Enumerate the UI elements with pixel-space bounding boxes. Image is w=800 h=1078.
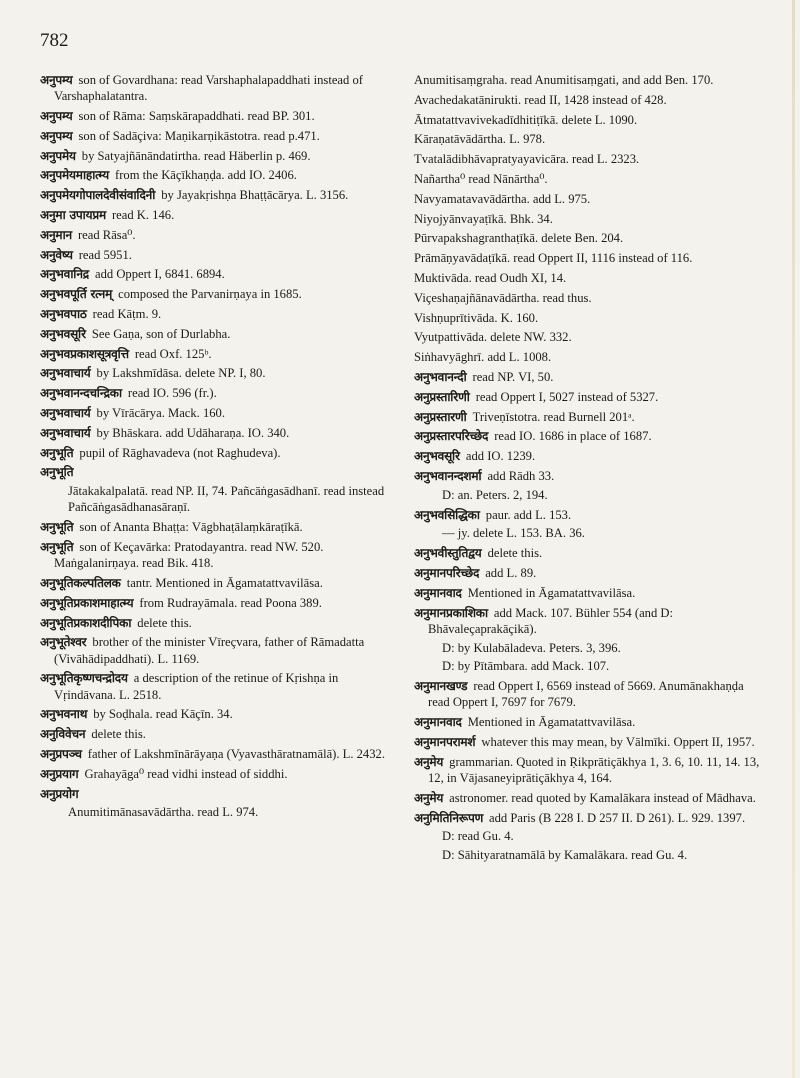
entry-headword: अनुमान <box>40 227 72 242</box>
entry-text: Prāmāṇyavādaṭīkā. read Oppert II, 1116 instead of 116. <box>414 251 693 266</box>
entry-text: Vishṇuprītivāda. K. 160. <box>414 310 539 325</box>
entry-headword: अनुपम्य <box>40 128 73 143</box>
catalog-entry <box>40 108 386 124</box>
entry-text: add Mack. 107. Bühler 554 (and D: Bhāvaleçaprakāçikā). <box>428 605 673 636</box>
left-column <box>40 72 386 824</box>
catalog-entry <box>414 658 760 674</box>
entry-text: read Oppert I, 6569 instead of 5669. Anumānakhaṇḍa read Oppert I, 7697 for 7679. <box>428 679 744 710</box>
entry-text: See Gaṇa, son of Durlabha. <box>91 326 231 341</box>
entry-text: read IO. 596 (fr.). <box>127 386 217 401</box>
entry-text: Navyamatavavādārtha. add L. 975. <box>414 191 591 206</box>
catalog-entry <box>40 483 386 515</box>
catalog-entry <box>40 346 386 362</box>
catalog-entry <box>40 575 386 591</box>
entry-text: son of Govardhana: read Varshaphalapaddhati instead of Varshaphalatantra. <box>54 73 363 104</box>
entry-headword: अनुभूति <box>40 520 74 535</box>
catalog-entry <box>40 306 386 322</box>
entry-text: Grahayāga⁰ read vidhi instead of siddhi. <box>84 766 288 781</box>
catalog-entry <box>40 148 386 164</box>
catalog-entry <box>414 640 760 656</box>
entry-text: Nañartha⁰ read Nānārtha⁰. <box>414 171 548 186</box>
catalog-entry <box>40 72 386 104</box>
catalog-entry <box>414 790 760 806</box>
catalog-entry <box>40 167 386 183</box>
entry-text: son of Sadāçiva: Maṇikarṇikāstotra. read p.471. <box>78 128 320 143</box>
entry-text: Avachedakatānirukti. read II, 1428 instead of 428. <box>414 92 667 107</box>
catalog-entry <box>414 290 760 306</box>
entry-headword: अनुभवानन्दी <box>414 369 467 384</box>
catalog-entry <box>40 804 386 820</box>
entry-headword: अनुभवानन्दचन्द्रिका <box>40 386 122 401</box>
entry-text: by Vīrācārya. Mack. 160. <box>96 405 226 420</box>
catalog-entry <box>414 565 760 581</box>
catalog-entry <box>414 151 760 167</box>
entry-headword: अनुभूतेश्वर <box>40 635 87 650</box>
catalog-entry <box>414 828 760 844</box>
catalog-entry <box>414 230 760 246</box>
entry-headword: अनुमानखण्ड <box>414 679 468 694</box>
entry-headword: अनुपमेय <box>40 148 76 163</box>
entry-text: D: by Pītāmbara. add Mack. 107. <box>442 659 610 674</box>
entry-text: Ātmatattvavivekadīdhitiṭīkā. delete L. 1090. <box>414 112 638 127</box>
entry-text: Niyojyānvayaṭīkā. Bhk. 34. <box>414 211 553 226</box>
entry-text: Mentioned in Āgamatattvavilāsa. <box>467 585 636 600</box>
catalog-entry <box>40 786 386 802</box>
catalog-entry <box>414 487 760 503</box>
entry-headword: अनुवेष्य <box>40 247 73 262</box>
entry-text: read NP. VI, 50. <box>472 369 554 384</box>
catalog-entry <box>40 247 386 263</box>
catalog-entry <box>414 428 760 444</box>
catalog-entry <box>414 329 760 345</box>
entry-headword: अनुमानवाद <box>414 585 462 600</box>
entry-text: D: an. Peters. 2, 194. <box>442 487 548 502</box>
entry-text: D: read Gu. 4. <box>442 829 514 844</box>
catalog-entry <box>40 595 386 611</box>
catalog-entry <box>40 227 386 243</box>
entry-text: Mentioned in Āgamatattvavilāsa. <box>467 715 636 730</box>
entry-text: Triveṇīstotra. read Burnell 201ᵃ. <box>472 409 635 424</box>
entry-text: brother of the minister Vīreçvara, father of Rāmadatta (Vivāhādipaddhati). L. 1169. <box>54 635 365 666</box>
catalog-entry <box>40 385 386 401</box>
entry-text: read Kāṭm. 9. <box>92 306 162 321</box>
entry-text: by Lakshmīdāsa. delete NP. I, 80. <box>96 366 266 381</box>
entry-text: Viçeshaṇajñānavādārtha. read thus. <box>414 290 592 305</box>
entry-text: add Paris (B 228 I. D 257 II. D 261). L. 929. 1397. <box>489 810 746 825</box>
entry-headword: अनुमा उपायप्रम <box>40 207 106 222</box>
entry-text: Anumitimānasavādārtha. read L. 974. <box>68 805 259 820</box>
catalog-entry <box>414 448 760 464</box>
entry-text: read 5951. <box>78 247 132 262</box>
entry-headword: अनुप्रयोग <box>40 786 79 801</box>
entry-text: add L. 89. <box>485 565 537 580</box>
entry-headword: अनुभवसिद्धिका <box>414 507 480 522</box>
entry-text: delete this. <box>487 546 543 561</box>
entry-text: by Satyajñānāndatirtha. read Häberlin p. 469. <box>81 148 311 163</box>
entry-text: by Soḍhala. read Kāçīn. 34. <box>93 707 233 722</box>
catalog-entry <box>40 207 386 223</box>
entry-headword: अनुपमेयमाहात्म्य <box>40 168 110 183</box>
entry-headword: अनुप्रस्तारपरिच्छेद <box>414 429 489 444</box>
catalog-entry <box>414 191 760 207</box>
entry-headword: अनुपमेयगोपालदेवीसंवादिनी <box>40 188 156 203</box>
entry-headword: अनुभवसूरि <box>40 326 86 341</box>
entry-headword: अनुमानवाद <box>414 715 462 730</box>
entry-text: add Oppert I, 6841. 6894. <box>94 267 225 282</box>
entry-text: read K. 146. <box>111 207 175 222</box>
catalog-entry <box>40 187 386 203</box>
catalog-entry <box>414 310 760 326</box>
catalog-entry <box>40 464 386 480</box>
entry-text: father of Lakshmīnārāyaṇa (Vyavasthāratnamālā). L. 2432. <box>87 746 385 761</box>
catalog-entry <box>414 525 760 541</box>
entry-text: D: by Kulabāladeva. Peters. 3, 396. <box>442 640 621 655</box>
entry-headword: अनुमानपरामर्श <box>414 734 476 749</box>
entry-text: delete this. <box>91 727 146 742</box>
entry-text: read Oxf. 125ᵇ. <box>134 346 212 361</box>
catalog-entry <box>414 545 760 561</box>
entry-text: from Rudrayāmala. read Poona 389. <box>139 595 322 610</box>
entry-headword: अनुभवसूरि <box>414 449 460 464</box>
entry-headword: अनुविवेचन <box>40 727 86 742</box>
entry-headword: अनुमेय <box>414 754 444 769</box>
catalog-entry <box>414 810 760 826</box>
catalog-entry <box>414 734 760 750</box>
catalog-entry <box>414 131 760 147</box>
page-number: 782 <box>40 30 69 51</box>
entry-headword: अनुमानपरिच्छेद <box>414 565 480 580</box>
entry-headword: अनुभूतिप्रकाशदीपिका <box>40 615 132 630</box>
entry-text: read IO. 1686 in place of 1687. <box>494 429 652 444</box>
catalog-entry <box>40 445 386 461</box>
catalog-entry <box>40 326 386 342</box>
catalog-entry <box>40 706 386 722</box>
catalog-entry <box>414 211 760 227</box>
entry-headword: अनुभवपाठ <box>40 306 87 321</box>
entry-headword: अनुमितिनिरूपण <box>414 810 484 825</box>
catalog-entry <box>414 714 760 730</box>
entry-text: Tvatalādibhāvapratyayavicāra. read L. 2323. <box>414 152 640 167</box>
entry-text: Jātakakalpalatā. read NP. II, 74. Pañcāṅgasādhanī. read instead Pañcāṅgasādhanasāraṇī. <box>68 484 385 515</box>
entry-headword: अनुभूति <box>40 539 74 554</box>
entry-headword: अनुभूति <box>40 465 74 480</box>
catalog-entry <box>40 286 386 302</box>
catalog-entry <box>40 670 386 702</box>
catalog-entry <box>40 766 386 782</box>
entry-text: Pūrvapakshagranthaṭīkā. delete Ben. 204. <box>414 231 624 246</box>
entry-text: delete this. <box>137 615 192 630</box>
entry-text: read Rāsa⁰. <box>77 227 136 242</box>
catalog-entry <box>414 250 760 266</box>
catalog-entry <box>414 468 760 484</box>
entry-headword: अनुभवीस्तुतिद्वय <box>414 546 482 561</box>
catalog-entry <box>40 726 386 742</box>
catalog-entry <box>414 171 760 187</box>
catalog-entry <box>414 112 760 128</box>
catalog-entry <box>40 539 386 571</box>
catalog-entry <box>40 519 386 535</box>
entry-headword: अनुमेय <box>414 790 444 805</box>
entry-headword: अनुप्रयाग <box>40 766 79 781</box>
catalog-entry <box>40 128 386 144</box>
entry-headword: अनुपम्य <box>40 109 73 123</box>
catalog-entry <box>40 266 386 282</box>
entry-headword: अनुभवानन्दशर्मा <box>414 468 482 483</box>
page-edge <box>792 0 795 1078</box>
catalog-entry <box>414 507 760 523</box>
entry-text: Kāraṇatāvādārtha. L. 978. <box>414 132 546 147</box>
catalog-entry <box>414 369 760 385</box>
entry-text: astronomer. read quoted by Kamalākara instead of Mādhava. <box>449 790 756 805</box>
entry-headword: अनुभवानिद्र <box>40 267 89 282</box>
catalog-entry <box>414 847 760 863</box>
entry-text: tantr. Mentioned in Āgamatattvavilāsa. <box>126 575 323 590</box>
catalog-entry <box>414 389 760 405</box>
entry-text: pupil of Rāghavadeva (not Raghudeva). <box>79 445 281 460</box>
entry-headword: अनुभवाचार्य <box>40 405 91 420</box>
entry-text: a description of the retinue of Kṛishṇa in Vṛindāvana. L. 2518. <box>54 671 339 702</box>
right-column <box>414 72 760 867</box>
entry-headword: अनुभूतिप्रकाशमाहात्म्य <box>40 595 134 610</box>
entry-headword: अनुभूति <box>40 445 74 460</box>
catalog-entry <box>414 754 760 786</box>
entry-text: Vyutpattivāda. delete NW. 332. <box>414 330 572 345</box>
entry-text: son of Ananta Bhaṭṭa: Vāgbhaṭālaṃkāraṭīkā. <box>79 520 303 535</box>
entry-headword: अनुप्रस्तारिणी <box>414 389 470 404</box>
catalog-entry <box>414 409 760 425</box>
entry-text: grammarian. Quoted in Ṛikprātiçākhya 1, 3. 6, 10. 11, 14. 13, 12, in Vājasaneyiprātiçākhya 4, 164. <box>428 754 760 785</box>
catalog-entry <box>40 405 386 421</box>
catalog-entry <box>414 270 760 286</box>
entry-headword: अनुभवाचार्य <box>40 425 91 440</box>
entry-text: by Bhāskara. add Udāharaṇa. IO. 340. <box>96 425 290 440</box>
catalog-entry <box>414 92 760 108</box>
entry-headword: अनुभवनाथ <box>40 707 88 722</box>
catalog-entry <box>40 365 386 381</box>
catalog-entry <box>414 349 760 365</box>
entry-text: add Rādh 33. <box>487 468 555 483</box>
entry-headword: अनुभवप्रकाशसूत्रवृत्ति <box>40 346 129 361</box>
entry-text: — jy. delete L. 153. BA. 36. <box>442 526 585 541</box>
entry-headword: अनुभवाचार्य <box>40 366 91 381</box>
entry-text: Anumitisaṃgraha. read Anumitisaṃgati, and add Ben. 170. <box>414 73 714 87</box>
entry-text: add IO. 1239. <box>465 449 536 464</box>
entry-text: Siṅhavyāghrī. add L. 1008. <box>414 350 552 365</box>
catalog-entry <box>40 425 386 441</box>
entry-text: composed the Parvanirṇaya in 1685. <box>118 287 302 302</box>
entry-headword: अनुप्रस्तारणी <box>414 409 467 424</box>
entry-text: by Jayakṛishṇa Bhaṭṭācārya. L. 3156. <box>161 188 349 203</box>
catalog-entry <box>414 72 760 88</box>
catalog-entry <box>414 678 760 710</box>
entry-text: read Oppert I, 5027 instead of 5327. <box>475 389 659 404</box>
entry-text: son of Keçavārka: Pratodayantra. read NW. 520. Maṅgalanirṇaya. read Bik. 418. <box>54 539 324 571</box>
entry-headword: अनुमानप्रकाशिका <box>414 605 488 620</box>
catalog-entry <box>40 634 386 666</box>
entry-text: paur. add L. 153. <box>485 507 572 522</box>
entry-text: from the Kāçīkhaṇḍa. add IO. 2406. <box>115 168 297 183</box>
entry-text: D: Sāhityaratnamālā by Kamalākara. read Gu. 4. <box>442 848 688 863</box>
entry-headword: अनुभूतिकल्पतिलक <box>40 575 121 590</box>
entry-headword: अनुभूतिकृष्णचन्द्रोदय <box>40 671 128 686</box>
entry-headword: अनुप्रपञ्च <box>40 746 82 761</box>
entry-headword: अनुपम्य <box>40 73 73 87</box>
catalog-entry <box>40 615 386 631</box>
catalog-entry <box>414 605 760 637</box>
catalog-entry <box>40 746 386 762</box>
entry-text: whatever this may mean, by Vālmīki. Oppert II, 1957. <box>481 734 755 749</box>
catalog-entry <box>414 585 760 601</box>
entry-text: son of Rāma: Saṃskārapaddhati. read BP. 301. <box>78 109 315 123</box>
entry-headword: अनुभवपूर्ति रत्नम् <box>40 287 113 302</box>
entry-text: Muktivāda. read Oudh XI, 14. <box>414 270 567 285</box>
